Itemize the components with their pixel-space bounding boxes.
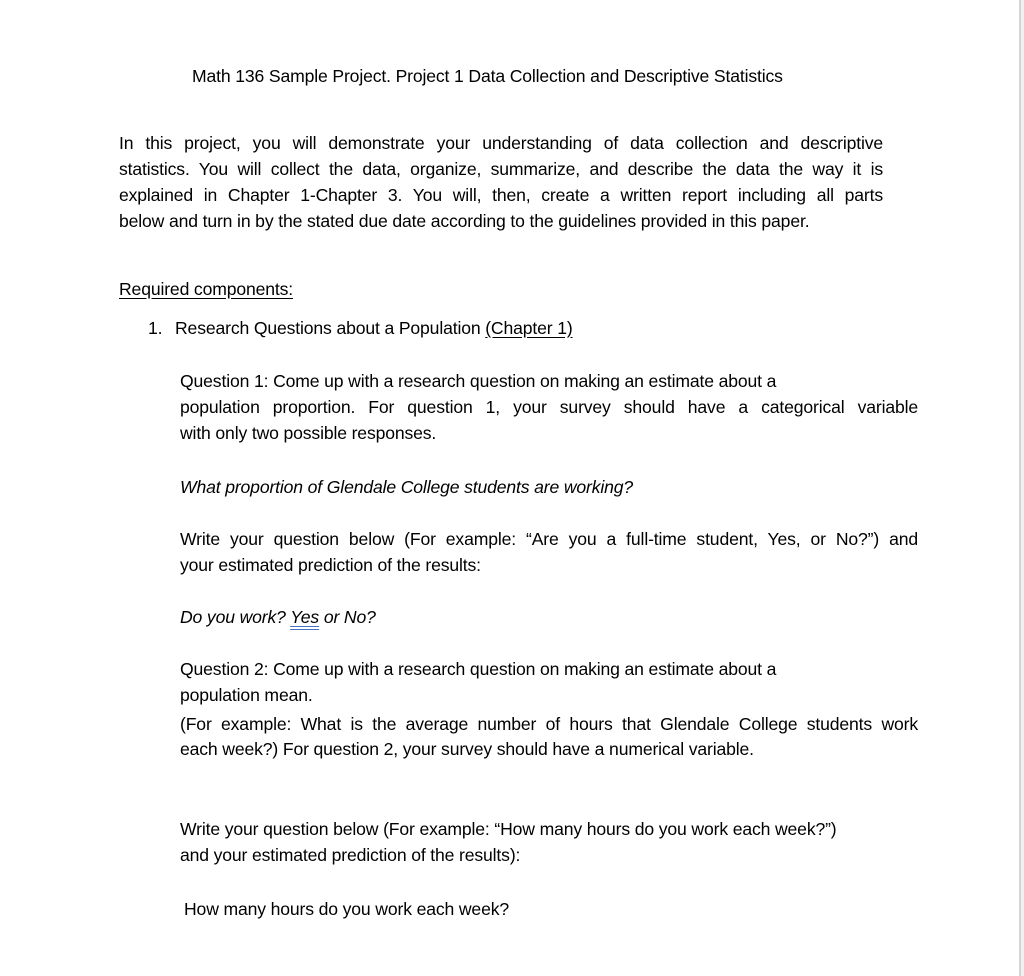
intro-line-4: below and turn in by the stated due date according to the guidelines provided in this paper. — [119, 211, 810, 231]
answer-prefix: Do you work? — [180, 607, 291, 627]
question2-line-1: Question 2: Come up with a research question on making an estimate about a — [180, 659, 777, 679]
list-item-1 — [148, 316, 573, 340]
answer-suffix: or No? — [319, 607, 376, 627]
document-title: Math 136 Sample Project. Project 1 Data Collection and Descriptive Statistics — [192, 66, 783, 86]
question1-line-2: population proportion. For question 1, your survey should have a categorical variable — [180, 397, 918, 417]
question2-answer: How many hours do you work each week? — [184, 899, 509, 919]
question1-write-line-1: Write your question below (For example: “Are you a full-time student, Yes, or No?”) and — [180, 529, 918, 549]
list-item-number: 1. — [148, 318, 163, 338]
question2-line-2: population mean. — [180, 685, 313, 705]
chapter-reference: (Chapter 1) — [485, 318, 573, 338]
question1-line-3: with only two possible responses. — [180, 423, 437, 443]
required-components-heading: Required components: — [119, 279, 294, 299]
question2-line-4: each week?) For question 2, your survey should have a numerical variable. — [180, 739, 754, 759]
intro-line-2: statistics. You will collect the data, organize, summarize, and describe the data the way it is — [119, 159, 883, 179]
question2-write-line-1: Write your question below (For example: “How many hours do you work each week?”) — [180, 819, 837, 839]
intro-line-1: In this project, you will demonstrate your understanding of data collection and descriptive — [119, 133, 883, 153]
question2-line-3: (For example: What is the average number of hours that Glendale College students work — [180, 714, 918, 734]
intro-line-3: explained in Chapter 1-Chapter 3. You will, then, create a written report including all parts — [119, 185, 883, 205]
question1-write-line-2: your estimated prediction of the results: — [180, 555, 481, 575]
question1-line-1: Question 1: Come up with a research question on making an estimate about a — [180, 371, 777, 391]
list-item-text: Research Questions about a Population — [175, 318, 486, 338]
question1-sample-question: What proportion of Glendale College students are working? — [180, 477, 634, 497]
answer-yes-spellcheck[interactable]: Yes — [290, 607, 320, 627]
question2-write-line-2: and your estimated prediction of the results): — [180, 845, 521, 865]
question1-answer — [180, 605, 376, 629]
